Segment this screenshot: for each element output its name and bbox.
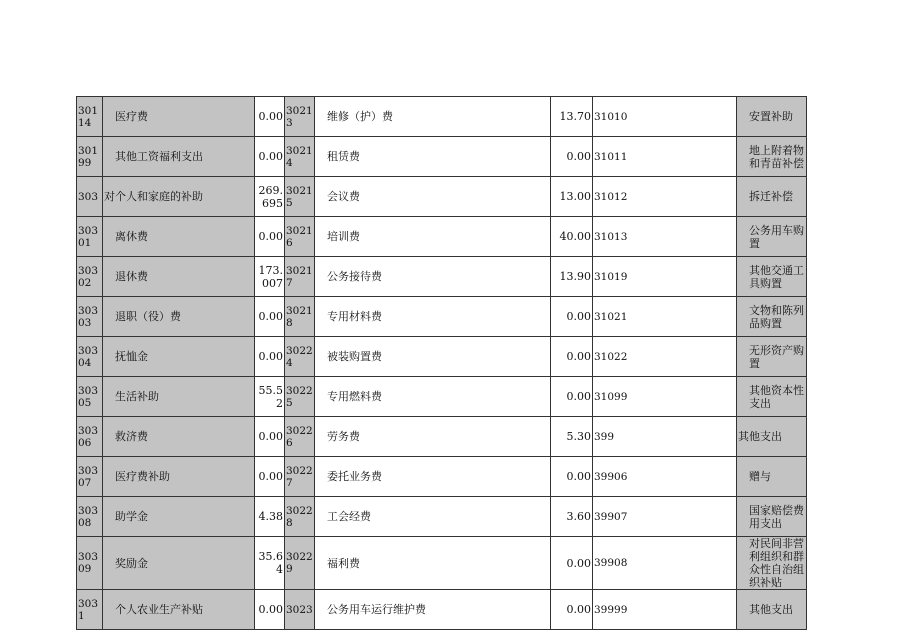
goods-services-amount-cell: 3.60 [551,497,593,537]
goods-services-code-cell: 30214 [285,137,315,177]
personnel-code-cell: 30199 [77,137,103,177]
personnel-amount-cell: 0.00 [255,337,285,377]
capital-other-code-cell: 31013 [593,217,737,257]
personnel-amount-cell: 4.38 [255,497,285,537]
personnel-name-cell: 生活补助 [103,377,255,417]
goods-services-name-cell: 专用材料费 [315,297,551,337]
personnel-code-cell: 30302 [77,257,103,297]
personnel-amount-cell: 0.00 [255,97,285,137]
table-row [77,417,807,457]
capital-other-name-cell: 对民间非营利组织和群众性自治组织补贴 [737,537,807,590]
personnel-name-cell: 个人农业生产补贴 [103,590,255,630]
goods-services-amount-cell: 0.00 [551,457,593,497]
goods-services-amount-cell: 5.30 [551,417,593,457]
table-row [77,537,807,590]
goods-services-code-cell: 30213 [285,97,315,137]
personnel-amount-cell: 55.52 [255,377,285,417]
goods-services-name-cell: 福利费 [315,537,551,590]
capital-other-name-cell: 公务用车购置 [737,217,807,257]
table-row [77,297,807,337]
goods-services-amount-cell: 0.00 [551,137,593,177]
table-row [77,217,807,257]
capital-other-name-cell: 其他资本性支出 [737,377,807,417]
goods-services-code-cell: 30217 [285,257,315,297]
capital-other-name-cell: 赠与 [737,457,807,497]
personnel-name-cell: 医疗费补助 [103,457,255,497]
personnel-code-cell: 30309 [77,537,103,590]
capital-other-name-cell: 无形资产购置 [737,337,807,377]
goods-services-name-cell: 专用燃料费 [315,377,551,417]
personnel-amount-cell: 269.695 [255,177,285,217]
capital-other-code-cell: 31019 [593,257,737,297]
goods-services-name-cell: 工会经费 [315,497,551,537]
goods-services-code-cell: 30215 [285,177,315,217]
personnel-amount-cell: 0.00 [255,417,285,457]
personnel-code-cell: 30307 [77,457,103,497]
goods-services-code-cell: 30216 [285,217,315,257]
goods-services-name-cell: 公务用车运行维护费 [315,590,551,630]
personnel-name-cell: 奖励金 [103,537,255,590]
personnel-name-cell: 救济费 [103,417,255,457]
goods-services-code-cell: 30218 [285,297,315,337]
capital-other-code-cell: 399 [593,417,737,457]
personnel-amount-cell: 0.00 [255,457,285,497]
personnel-amount-cell: 0.00 [255,297,285,337]
personnel-amount-cell: 0.00 [255,137,285,177]
table-row [77,177,807,217]
goods-services-amount-cell: 13.00 [551,177,593,217]
goods-services-name-cell: 培训费 [315,217,551,257]
personnel-code-cell: 30308 [77,497,103,537]
personnel-name-cell: 离休费 [103,217,255,257]
goods-services-amount-cell: 0.00 [551,377,593,417]
personnel-amount-cell: 0.00 [255,590,285,630]
goods-services-amount-cell: 13.70 [551,97,593,137]
capital-other-name-cell: 国家赔偿费用支出 [737,497,807,537]
goods-services-code-cell: 30224 [285,337,315,377]
goods-services-amount-cell: 13.90 [551,257,593,297]
budget-expenditure-table [76,96,807,630]
goods-services-amount-cell: 0.00 [551,537,593,590]
goods-services-amount-cell: 0.00 [551,297,593,337]
personnel-name-cell: 对个人和家庭的补助 [103,177,255,217]
capital-other-code-cell: 39999 [593,590,737,630]
capital-other-name-cell: 地上附着物和青苗补偿 [737,137,807,177]
capital-other-code-cell: 39907 [593,497,737,537]
personnel-name-cell: 退职（役）费 [103,297,255,337]
table-row [77,337,807,377]
goods-services-amount-cell: 40.00 [551,217,593,257]
goods-services-code-cell: 30225 [285,377,315,417]
table-row [77,497,807,537]
personnel-code-cell: 30305 [77,377,103,417]
goods-services-code-cell: 3023 [285,590,315,630]
personnel-code-cell: 3031 [77,590,103,630]
capital-other-name-cell: 文物和陈列品购置 [737,297,807,337]
capital-other-name-cell: 其他支出 [737,417,807,457]
personnel-code-cell: 30303 [77,297,103,337]
table-row [77,97,807,137]
personnel-code-cell: 30114 [77,97,103,137]
table-row [77,377,807,417]
personnel-name-cell: 其他工资福利支出 [103,137,255,177]
personnel-name-cell: 退休费 [103,257,255,297]
personnel-code-cell: 30304 [77,337,103,377]
personnel-name-cell: 医疗费 [103,97,255,137]
personnel-name-cell: 抚恤金 [103,337,255,377]
capital-other-code-cell: 31022 [593,337,737,377]
goods-services-code-cell: 30228 [285,497,315,537]
goods-services-amount-cell: 0.00 [551,590,593,630]
personnel-amount-cell: 173.007 [255,257,285,297]
goods-services-name-cell: 维修（护）费 [315,97,551,137]
personnel-name-cell: 助学金 [103,497,255,537]
capital-other-code-cell: 31012 [593,177,737,217]
personnel-amount-cell: 0.00 [255,217,285,257]
goods-services-code-cell: 30229 [285,537,315,590]
capital-other-name-cell: 其他支出 [737,590,807,630]
table-row [77,590,807,630]
goods-services-code-cell: 30227 [285,457,315,497]
goods-services-name-cell: 会议费 [315,177,551,217]
capital-other-code-cell: 31010 [593,97,737,137]
personnel-code-cell: 303 [77,177,103,217]
capital-other-code-cell: 39906 [593,457,737,497]
table-row [77,137,807,177]
table-row [77,257,807,297]
goods-services-name-cell: 租赁费 [315,137,551,177]
goods-services-name-cell: 委托业务费 [315,457,551,497]
personnel-code-cell: 30301 [77,217,103,257]
goods-services-amount-cell: 0.00 [551,337,593,377]
capital-other-code-cell: 39908 [593,537,737,590]
goods-services-code-cell: 30226 [285,417,315,457]
goods-services-name-cell: 劳务费 [315,417,551,457]
capital-other-name-cell: 拆迁补偿 [737,177,807,217]
goods-services-name-cell: 公务接待费 [315,257,551,297]
capital-other-code-cell: 31021 [593,297,737,337]
personnel-amount-cell: 35.64 [255,537,285,590]
capital-other-name-cell: 其他交通工具购置 [737,257,807,297]
capital-other-name-cell: 安置补助 [737,97,807,137]
capital-other-code-cell: 31099 [593,377,737,417]
goods-services-name-cell: 被装购置费 [315,337,551,377]
capital-other-code-cell: 31011 [593,137,737,177]
personnel-code-cell: 30306 [77,417,103,457]
table-row [77,457,807,497]
